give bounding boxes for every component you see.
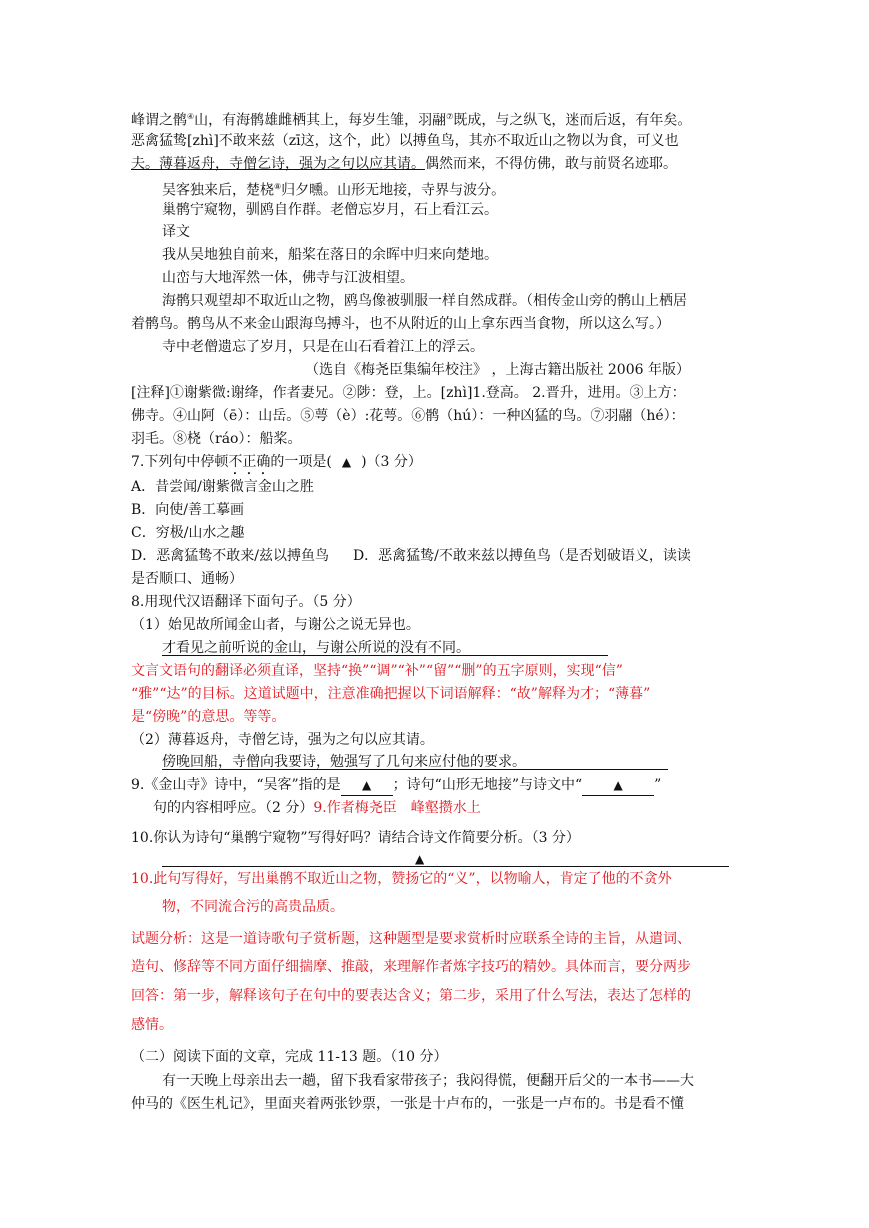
part2-heading: （二）阅读下面的文章，完成 11-13 题。（10 分）	[131, 1049, 448, 1065]
translation-line-3a: 海鹘只观望却不取近山之物，鸥鸟像被驯服一样自然成群。（相传金山旁的鹘山上栖居	[162, 293, 687, 309]
translation-title: 译文	[162, 224, 190, 240]
notes-line-3: 羽毛。⑧桡（ráo）：船桨。	[131, 431, 302, 447]
poem-line-1: 吴客独来后，楚桡⑧归夕曛。山形无地接，寺界与波分。	[162, 182, 506, 199]
translation-line-3b: 着鹘鸟。鹘鸟从不来金山跟海鸟搏斗，也不从附近的山上拿东西当食物，所以这么写。）	[131, 316, 670, 332]
q9-blank-1: ▲	[341, 775, 393, 796]
q8-sentence-2: （2）薄暮返舟，寺僧乞诗，强为之句以应其请。	[131, 732, 434, 748]
q10-answer-triangle: ▲	[415, 852, 425, 866]
q8-answer-2: 傍晚回船，寺僧向我要诗，勉强写了几句来应付他的要求。	[162, 754, 526, 770]
source-citation: （选自《梅尧臣集编年校注》 ，上海古籍出版社 2006 年版）	[305, 362, 690, 378]
passage-line-2: 恶禽猛鸷[zhì]不敢来兹（zī这，这个，此）以搏鱼鸟，其亦不取近山之物以为食，可义也	[131, 133, 679, 149]
q9-blank-2: ▲	[582, 775, 654, 796]
q8-stem: 8.用现代汉语翻译下面句子。（5 分）	[131, 594, 361, 610]
q10-stem: 10.你认为诗句“巢鹘宁窥物”写得好吗？请结合诗文作简要分析。（3 分）	[131, 830, 580, 846]
q10-analysis-1: 试题分析：这是一道诗歌句子赏析题，这种题型是要求赏析时应联系全诗的主旨，从遣词、	[131, 931, 691, 947]
q10-answer-1: 10.此句写得好，写出巢鹘不取近山之物，赞扬它的“义”，以物喻人，肯定了他的不贪外	[131, 871, 672, 887]
q8-answer-1-line	[162, 655, 608, 656]
translation-line-2: 山峦与大地浑然一体，佛寺与江波相望。	[162, 270, 414, 286]
passage-line-1: 峰谓之鹘④山，有海鹘雄雌栖其上，每岁生雏，羽翮⑦既成，与之纵飞，迷而后返，有年矣。	[131, 112, 692, 129]
q8-explain-3: 是“傍晚”的意思。等等。	[131, 709, 286, 725]
emphasis-dots: 不正确	[228, 454, 271, 470]
answer-blank-triangle: ▲	[341, 455, 352, 469]
q7-option-a: A．昔尝闻/谢紫微言金山之胜	[131, 479, 314, 495]
translation-line-1: 我从吴地独自前来，船桨在落日的余晖中归来向楚地。	[162, 247, 498, 263]
poem-line-2: 巢鹘宁窥物，驯鸥自作群。老僧忘岁月，石上看江云。	[162, 202, 498, 218]
q7-stem: 7.下列句中停顿不正确的一项是( ▲ )（3 分）	[131, 454, 422, 470]
passage-line-3: 夫。薄暮返舟，寺僧乞诗，强为之句以应其请。偶然而来，不得仿佛，敢与前贤名迹耶。	[131, 156, 677, 172]
q10-analysis-4: 感情。	[131, 1017, 173, 1033]
notes-line-2: 佛寺。④山阿（ē）：山岳。⑤萼（è）:花萼。⑥鹘（hú）：一种凶猛的鸟。⑦羽翮（hé）：	[131, 408, 685, 424]
q10-answer-line	[162, 866, 729, 867]
part2-paragraph-line-1: 有一天晚上母亲出去一趟，留下我看家带孩子；我闷得慌，便翻开后父的一本书——大	[162, 1073, 694, 1089]
q10-analysis-2: 造句、修辞等不同方面仔细揣摩、推敲，来理解作者炼字技巧的精妙。具体而言，要分两步	[131, 959, 691, 975]
q8-explain-1: 文言文语句的翻译必须直译，坚持“换”“调”“补”“留”“删”的五字原则，实现“信”	[131, 663, 623, 679]
q8-answer-1: 才看见之前听说的金山，与谢公所说的没有不同。	[162, 640, 470, 656]
part2-paragraph-line-2: 仲马的《医生札记》，里面夹着两张钞票，一张是十卢布的，一张是一卢布的。书是看不懂	[131, 1096, 684, 1112]
q7-option-c: C．穷极/山水之趣	[131, 525, 245, 541]
q9-stem: 9.《金山寺》诗中，“吴客”指的是 ▲ ；诗句“山形无地接”与诗文中“ ▲ ”	[131, 775, 661, 796]
q10-answer-2: 物，不同流合污的高贵品质。	[162, 899, 344, 915]
q8-answer-2-line	[162, 769, 668, 770]
q8-explain-2: “雅”“达”的目标。这道试题中，注意准确把握以下词语解释：“故”解释为才；“薄暮”	[131, 686, 651, 702]
q7-option-b: B．向使/善工摹画	[131, 502, 245, 518]
q9-answer: 9.作者梅尧臣 峰壑攒水上	[313, 800, 481, 816]
q8-sentence-1: （1）始见故所闻金山者，与谢公之说无异也。	[131, 617, 420, 633]
q10-analysis-3: 回答：第一步，解释该句子在句中的要表达含义；第二步，采用了什么写法，表达了怎样的	[131, 988, 691, 1004]
notes-line-1: [注释]①谢紫微:谢绛，作者妻兄。②陟：登，上。[zhì]1.登高。 2.晋升，进用。③上方：	[131, 385, 686, 401]
q9-stem-cont: 句的内容相呼应。（2 分）9.作者梅尧臣 峰壑攒水上	[153, 800, 481, 816]
underlined-sentence: 夫。薄暮返舟，寺僧乞诗，强为之句以应其请。	[131, 156, 425, 172]
q7-option-d: D．恶禽猛鸷不敢来/兹以搏鱼鸟 D．恶禽猛鸷/不敢来兹以搏鱼鸟（是否划破语义，读读	[131, 548, 691, 564]
translation-line-4: 寺中老僧遗忘了岁月，只是在山石看着江上的浮云。	[162, 339, 484, 355]
q7-option-d-cont: 是否顺口、通畅）	[131, 571, 243, 587]
